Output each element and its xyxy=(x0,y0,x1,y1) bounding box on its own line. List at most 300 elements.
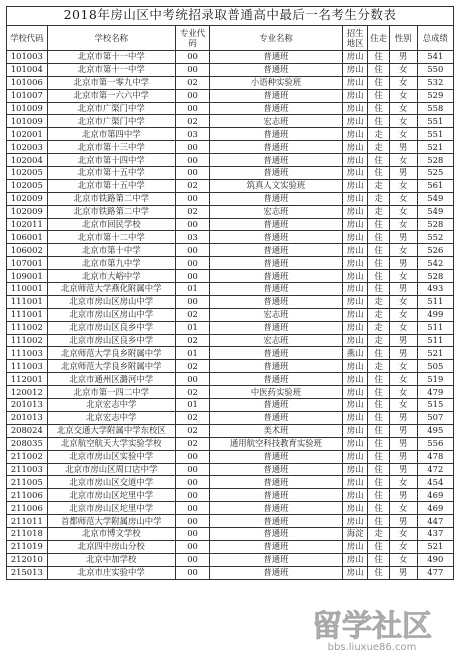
cell-major-code: 01 xyxy=(175,321,209,334)
cell-total-score: 542 xyxy=(417,257,453,270)
cell-region: 房山 xyxy=(342,540,368,553)
cell-school-code: 101009 xyxy=(7,102,48,115)
header-major-code: 专业代码 xyxy=(175,26,209,51)
cell-major-code: 02 xyxy=(175,386,209,399)
cell-gender: 女 xyxy=(389,527,417,540)
cell-gender: 女 xyxy=(389,154,417,167)
cell-total-score: 454 xyxy=(417,476,453,489)
cell-total-score: 526 xyxy=(417,244,453,257)
cell-major-code: 02 xyxy=(175,411,209,424)
table-row xyxy=(7,334,454,347)
cell-school-code: 208035 xyxy=(7,437,48,450)
table-row xyxy=(7,321,454,334)
cell-school-code: 102011 xyxy=(7,218,48,231)
cell-boarding: 走 xyxy=(368,321,389,334)
cell-boarding: 住 xyxy=(368,218,389,231)
cell-total-score: 505 xyxy=(417,360,453,373)
cell-gender: 男 xyxy=(389,231,417,244)
cell-gender: 男 xyxy=(389,515,417,528)
cell-region: 房山 xyxy=(342,360,368,373)
cell-major-name: 普通班 xyxy=(210,515,343,528)
cell-school-name: 首都师范大学附属房山中学 xyxy=(47,515,175,528)
cell-boarding: 住 xyxy=(368,411,389,424)
cell-region: 房山 xyxy=(342,386,368,399)
cell-major-code: 00 xyxy=(175,463,209,476)
cell-total-score: 556 xyxy=(417,437,453,450)
cell-major-code: 02 xyxy=(175,308,209,321)
cell-school-name: 北京交通大学附属中学东校区 xyxy=(47,424,175,437)
cell-gender: 男 xyxy=(389,283,417,296)
cell-region: 海淀 xyxy=(342,527,368,540)
cell-school-name: 北京市大峪中学 xyxy=(47,270,175,283)
cell-major-code: 00 xyxy=(175,566,209,579)
table-row xyxy=(7,424,454,437)
cell-gender: 女 xyxy=(389,308,417,321)
cell-gender: 男 xyxy=(389,347,417,360)
cell-region: 房山 xyxy=(342,257,368,270)
cell-major-name: 普通班 xyxy=(210,128,343,141)
cell-school-code: 112001 xyxy=(7,373,48,386)
cell-school-name: 北京中加学校 xyxy=(47,553,175,566)
cell-gender: 男 xyxy=(389,450,417,463)
cell-major-name: 普通班 xyxy=(210,167,343,180)
cell-school-name: 北京市第十五中学 xyxy=(47,167,175,180)
cell-total-score: 552 xyxy=(417,231,453,244)
cell-major-name: 普通班 xyxy=(210,476,343,489)
cell-total-score: 551 xyxy=(417,115,453,128)
cell-major-code: 02 xyxy=(175,179,209,192)
cell-school-code: 120012 xyxy=(7,386,48,399)
cell-gender: 女 xyxy=(389,553,417,566)
cell-major-name: 普通班 xyxy=(210,411,343,424)
table-row xyxy=(7,115,454,128)
cell-major-code: 00 xyxy=(175,450,209,463)
table-header-row xyxy=(7,26,454,51)
cell-school-name: 北京市第十四中学 xyxy=(47,154,175,167)
cell-school-code: 110001 xyxy=(7,283,48,296)
cell-school-name: 北京市第十一中学 xyxy=(47,51,175,64)
table-row xyxy=(7,141,454,154)
table-body xyxy=(7,51,454,580)
cell-major-name: 通用航空科技教育实验班 xyxy=(210,437,343,450)
cell-total-score: 511 xyxy=(417,334,453,347)
cell-gender: 男 xyxy=(389,489,417,502)
cell-major-name: 普通班 xyxy=(210,553,343,566)
cell-school-name: 北京市广渠门中学 xyxy=(47,102,175,115)
cell-school-name: 北京市房山区坨里中学 xyxy=(47,502,175,515)
table-row xyxy=(7,386,454,399)
cell-boarding: 住 xyxy=(368,399,389,412)
cell-major-code: 00 xyxy=(175,257,209,270)
cell-gender: 女 xyxy=(389,360,417,373)
cell-school-code: 211006 xyxy=(7,489,48,502)
cell-gender: 男 xyxy=(389,424,417,437)
watermark-logo xyxy=(292,604,452,654)
cell-gender: 女 xyxy=(389,476,417,489)
cell-school-name: 北京市第十中学 xyxy=(47,244,175,257)
table-row xyxy=(7,283,454,296)
cell-major-code: 00 xyxy=(175,89,209,102)
cell-total-score: 528 xyxy=(417,218,453,231)
cell-region: 房山 xyxy=(342,308,368,321)
cell-region: 房山 xyxy=(342,218,368,231)
cell-major-code: 02 xyxy=(175,76,209,89)
cell-region: 房山 xyxy=(342,102,368,115)
cell-major-name: 普通班 xyxy=(210,154,343,167)
cell-school-code: 211011 xyxy=(7,515,48,528)
cell-total-score: 521 xyxy=(417,540,453,553)
table-row xyxy=(7,360,454,373)
cell-boarding: 住 xyxy=(368,566,389,579)
cell-major-code: 01 xyxy=(175,399,209,412)
cell-boarding: 住 xyxy=(368,115,389,128)
header-school-code: 学校代码 xyxy=(7,26,48,51)
cell-total-score: 469 xyxy=(417,489,453,502)
cell-boarding: 住 xyxy=(368,515,389,528)
cell-total-score: 528 xyxy=(417,270,453,283)
cell-boarding: 住 xyxy=(368,553,389,566)
cell-school-name: 北京市房山区良乡中学 xyxy=(47,321,175,334)
cell-gender: 女 xyxy=(389,373,417,386)
cell-total-score: 515 xyxy=(417,399,453,412)
cell-school-code: 102005 xyxy=(7,179,48,192)
cell-major-name: 普通班 xyxy=(210,540,343,553)
cell-major-name: 中医药实验班 xyxy=(210,386,343,399)
cell-school-name: 北京四中房山分校 xyxy=(47,540,175,553)
table-row xyxy=(7,437,454,450)
cell-school-name: 北京市第十二中学 xyxy=(47,231,175,244)
cell-gender: 女 xyxy=(389,270,417,283)
cell-school-name: 北京市房山区周口店中学 xyxy=(47,463,175,476)
cell-boarding: 走 xyxy=(368,192,389,205)
table-row xyxy=(7,308,454,321)
cell-region: 房山 xyxy=(342,476,368,489)
cell-major-code: 03 xyxy=(175,231,209,244)
cell-region: 房山 xyxy=(342,502,368,515)
cell-school-name: 北京师范大学良乡附属中学 xyxy=(47,347,175,360)
cell-major-name: 宏志班 xyxy=(210,308,343,321)
cell-total-score: 550 xyxy=(417,63,453,76)
cell-major-code: 00 xyxy=(175,167,209,180)
cell-region: 房山 xyxy=(342,373,368,386)
cell-school-name: 北京市广渠门中学 xyxy=(47,115,175,128)
cell-total-score: 495 xyxy=(417,424,453,437)
cell-major-name: 普通班 xyxy=(210,399,343,412)
cell-total-score: 479 xyxy=(417,386,453,399)
cell-school-code: 111003 xyxy=(7,347,48,360)
cell-region: 燕山 xyxy=(342,347,368,360)
cell-major-code: 02 xyxy=(175,424,209,437)
cell-gender: 男 xyxy=(389,566,417,579)
cell-total-score: 521 xyxy=(417,347,453,360)
cell-gender: 女 xyxy=(389,295,417,308)
cell-region: 房山 xyxy=(342,141,368,154)
cell-school-name: 北京市房山区实验中学 xyxy=(47,450,175,463)
cell-major-name: 普通班 xyxy=(210,321,343,334)
cell-major-code: 01 xyxy=(175,283,209,296)
cell-major-name: 普通班 xyxy=(210,231,343,244)
table-row xyxy=(7,257,454,270)
cell-school-code: 111001 xyxy=(7,295,48,308)
cell-major-name: 普通班 xyxy=(210,63,343,76)
table-row xyxy=(7,399,454,412)
header-gender: 性别 xyxy=(389,26,417,51)
cell-total-score: 558 xyxy=(417,102,453,115)
cell-region: 房山 xyxy=(342,179,368,192)
cell-major-code: 00 xyxy=(175,63,209,76)
cell-school-name: 北京师范大学燕化附属中学 xyxy=(47,283,175,296)
cell-school-code: 101007 xyxy=(7,89,48,102)
cell-major-name: 宏志班 xyxy=(210,334,343,347)
cell-major-code: 02 xyxy=(175,205,209,218)
cell-major-name: 普通班 xyxy=(210,89,343,102)
cell-school-code: 212010 xyxy=(7,553,48,566)
cell-major-name: 普通班 xyxy=(210,450,343,463)
cell-region: 房山 xyxy=(342,154,368,167)
cell-school-code: 102004 xyxy=(7,154,48,167)
cell-boarding: 住 xyxy=(368,63,389,76)
cell-school-code: 211018 xyxy=(7,527,48,540)
cell-school-code: 102009 xyxy=(7,192,48,205)
cell-school-code: 101009 xyxy=(7,115,48,128)
cell-boarding: 住 xyxy=(368,283,389,296)
cell-total-score: 490 xyxy=(417,553,453,566)
cell-major-name: 普通班 xyxy=(210,360,343,373)
table-row xyxy=(7,295,454,308)
cell-region: 房山 xyxy=(342,463,368,476)
table-row xyxy=(7,270,454,283)
cell-total-score: 477 xyxy=(417,566,453,579)
header-region: 招生地区 xyxy=(342,26,368,51)
cell-region: 房山 xyxy=(342,51,368,64)
cell-major-name: 普通班 xyxy=(210,257,343,270)
cell-boarding: 住 xyxy=(368,437,389,450)
cell-total-score: 511 xyxy=(417,321,453,334)
cell-region: 房山 xyxy=(342,437,368,450)
cell-major-code: 00 xyxy=(175,476,209,489)
table-row xyxy=(7,51,454,64)
table-row xyxy=(7,89,454,102)
cell-region: 房山 xyxy=(342,244,368,257)
cell-region: 房山 xyxy=(342,63,368,76)
cell-school-code: 211006 xyxy=(7,502,48,515)
cell-total-score: 499 xyxy=(417,308,453,321)
table-row xyxy=(7,463,454,476)
cell-school-code: 102005 xyxy=(7,167,48,180)
cell-school-code: 106001 xyxy=(7,231,48,244)
cell-school-name: 北京市铁路第二中学 xyxy=(47,192,175,205)
cell-major-code: 00 xyxy=(175,141,209,154)
cell-region: 房山 xyxy=(342,192,368,205)
cell-boarding: 走 xyxy=(368,179,389,192)
table-row xyxy=(7,244,454,257)
cell-total-score: 561 xyxy=(417,179,453,192)
table-row xyxy=(7,489,454,502)
cell-boarding: 住 xyxy=(368,373,389,386)
cell-major-name: 普通班 xyxy=(210,295,343,308)
table-row xyxy=(7,205,454,218)
cell-boarding: 住 xyxy=(368,76,389,89)
cell-region: 房山 xyxy=(342,76,368,89)
header-total-score: 总成绩 xyxy=(417,26,453,51)
cell-major-name: 普通班 xyxy=(210,527,343,540)
cell-region: 房山 xyxy=(342,489,368,502)
cell-gender: 男 xyxy=(389,411,417,424)
cell-major-code: 00 xyxy=(175,244,209,257)
cell-major-code: 00 xyxy=(175,270,209,283)
cell-school-name: 北京市房山区坨里中学 xyxy=(47,489,175,502)
cell-boarding: 走 xyxy=(368,334,389,347)
cell-school-name: 北京市房山区房山中学 xyxy=(47,295,175,308)
cell-school-code: 106002 xyxy=(7,244,48,257)
cell-region: 房山 xyxy=(342,566,368,579)
cell-total-score: 437 xyxy=(417,527,453,540)
cell-total-score: 549 xyxy=(417,205,453,218)
cell-total-score: 541 xyxy=(417,51,453,64)
cell-boarding: 走 xyxy=(368,360,389,373)
cell-school-code: 111002 xyxy=(7,334,48,347)
cell-major-code: 00 xyxy=(175,102,209,115)
cell-total-score: 507 xyxy=(417,411,453,424)
cell-school-name: 北京市第四中学 xyxy=(47,128,175,141)
cell-boarding: 住 xyxy=(368,463,389,476)
cell-total-score: 551 xyxy=(417,128,453,141)
cell-region: 房山 xyxy=(342,553,368,566)
cell-major-name: 普通班 xyxy=(210,489,343,502)
cell-region: 房山 xyxy=(342,205,368,218)
cell-major-name: 普通班 xyxy=(210,373,343,386)
cell-region: 房山 xyxy=(342,334,368,347)
cell-major-code: 00 xyxy=(175,51,209,64)
cell-boarding: 住 xyxy=(368,540,389,553)
table-row xyxy=(7,347,454,360)
cell-gender: 男 xyxy=(389,437,417,450)
cell-gender: 女 xyxy=(389,386,417,399)
cell-boarding: 住 xyxy=(368,51,389,64)
header-boarding: 住走 xyxy=(368,26,389,51)
table-row xyxy=(7,192,454,205)
cell-region: 房山 xyxy=(342,399,368,412)
cell-school-code: 111003 xyxy=(7,360,48,373)
table-row xyxy=(7,515,454,528)
cell-school-code: 111001 xyxy=(7,308,48,321)
cell-region: 房山 xyxy=(342,424,368,437)
cell-region: 房山 xyxy=(342,128,368,141)
cell-major-name: 普通班 xyxy=(210,102,343,115)
cell-region: 房山 xyxy=(342,450,368,463)
cell-school-code: 215013 xyxy=(7,566,48,579)
cell-gender: 女 xyxy=(389,399,417,412)
cell-total-score: 528 xyxy=(417,154,453,167)
cell-region: 房山 xyxy=(342,270,368,283)
cell-school-code: 211019 xyxy=(7,540,48,553)
cell-school-name: 北京市房山区良乡中学 xyxy=(47,334,175,347)
cell-total-score: 511 xyxy=(417,295,453,308)
cell-major-name: 宏志班 xyxy=(210,115,343,128)
table-row xyxy=(7,450,454,463)
cell-school-name: 北京市铁路第二中学 xyxy=(47,205,175,218)
table-row xyxy=(7,566,454,579)
cell-region: 房山 xyxy=(342,515,368,528)
cell-school-name: 北京市房山区交道中学 xyxy=(47,476,175,489)
table-row xyxy=(7,476,454,489)
cell-school-code: 211005 xyxy=(7,476,48,489)
cell-major-name: 普通班 xyxy=(210,218,343,231)
cell-school-code: 211003 xyxy=(7,463,48,476)
cell-boarding: 住 xyxy=(368,347,389,360)
cell-total-score: 469 xyxy=(417,502,453,515)
cell-school-name: 北京宏志中学 xyxy=(47,411,175,424)
cell-school-name: 北京宏志中学 xyxy=(47,399,175,412)
cell-major-name: 普通班 xyxy=(210,463,343,476)
cell-gender: 女 xyxy=(389,540,417,553)
cell-boarding: 走 xyxy=(368,295,389,308)
cell-school-name: 北京市第一四二中学 xyxy=(47,386,175,399)
table-row xyxy=(7,128,454,141)
cell-school-code: 101004 xyxy=(7,63,48,76)
table-row xyxy=(7,411,454,424)
cell-school-name: 北京市博文学校 xyxy=(47,527,175,540)
cell-gender: 女 xyxy=(389,89,417,102)
cell-school-code: 101006 xyxy=(7,76,48,89)
cell-school-code: 107001 xyxy=(7,257,48,270)
cell-school-code: 109001 xyxy=(7,270,48,283)
cell-gender: 男 xyxy=(389,463,417,476)
cell-school-name: 北京市回民学校 xyxy=(47,218,175,231)
cell-major-name: 小语种实验班 xyxy=(210,76,343,89)
cell-major-code: 00 xyxy=(175,515,209,528)
cell-major-code: 00 xyxy=(175,527,209,540)
cell-gender: 女 xyxy=(389,179,417,192)
table-row xyxy=(7,527,454,540)
table-row xyxy=(7,154,454,167)
cell-school-code: 102001 xyxy=(7,128,48,141)
cell-major-name: 普通班 xyxy=(210,566,343,579)
cell-gender: 男 xyxy=(389,51,417,64)
cell-gender: 女 xyxy=(389,502,417,515)
cell-school-code: 102009 xyxy=(7,205,48,218)
cell-school-name: 北京市第十五中学 xyxy=(47,179,175,192)
table-row xyxy=(7,167,454,180)
cell-total-score: 493 xyxy=(417,283,453,296)
score-table xyxy=(6,25,454,580)
cell-boarding: 住 xyxy=(368,476,389,489)
cell-school-code: 101003 xyxy=(7,51,48,64)
cell-gender: 女 xyxy=(389,115,417,128)
cell-boarding: 住 xyxy=(368,450,389,463)
table-row xyxy=(7,218,454,231)
cell-gender: 女 xyxy=(389,244,417,257)
cell-major-code: 00 xyxy=(175,192,209,205)
cell-school-code: 201013 xyxy=(7,399,48,412)
cell-gender: 男 xyxy=(389,141,417,154)
cell-school-name: 北京师范大学良乡附属中学 xyxy=(47,360,175,373)
cell-boarding: 住 xyxy=(368,424,389,437)
cell-major-code: 00 xyxy=(175,553,209,566)
cell-major-code: 00 xyxy=(175,154,209,167)
cell-major-name: 筑真人文实验班 xyxy=(210,179,343,192)
cell-gender: 女 xyxy=(389,205,417,218)
cell-major-code: 03 xyxy=(175,128,209,141)
cell-major-code: 00 xyxy=(175,218,209,231)
cell-school-name: 北京市第一六六中学 xyxy=(47,89,175,102)
cell-school-code: 208024 xyxy=(7,424,48,437)
cell-boarding: 走 xyxy=(368,141,389,154)
header-major-name: 专业名称 xyxy=(210,26,343,51)
cell-school-code: 111002 xyxy=(7,321,48,334)
cell-boarding: 走 xyxy=(368,128,389,141)
cell-region: 房山 xyxy=(342,295,368,308)
